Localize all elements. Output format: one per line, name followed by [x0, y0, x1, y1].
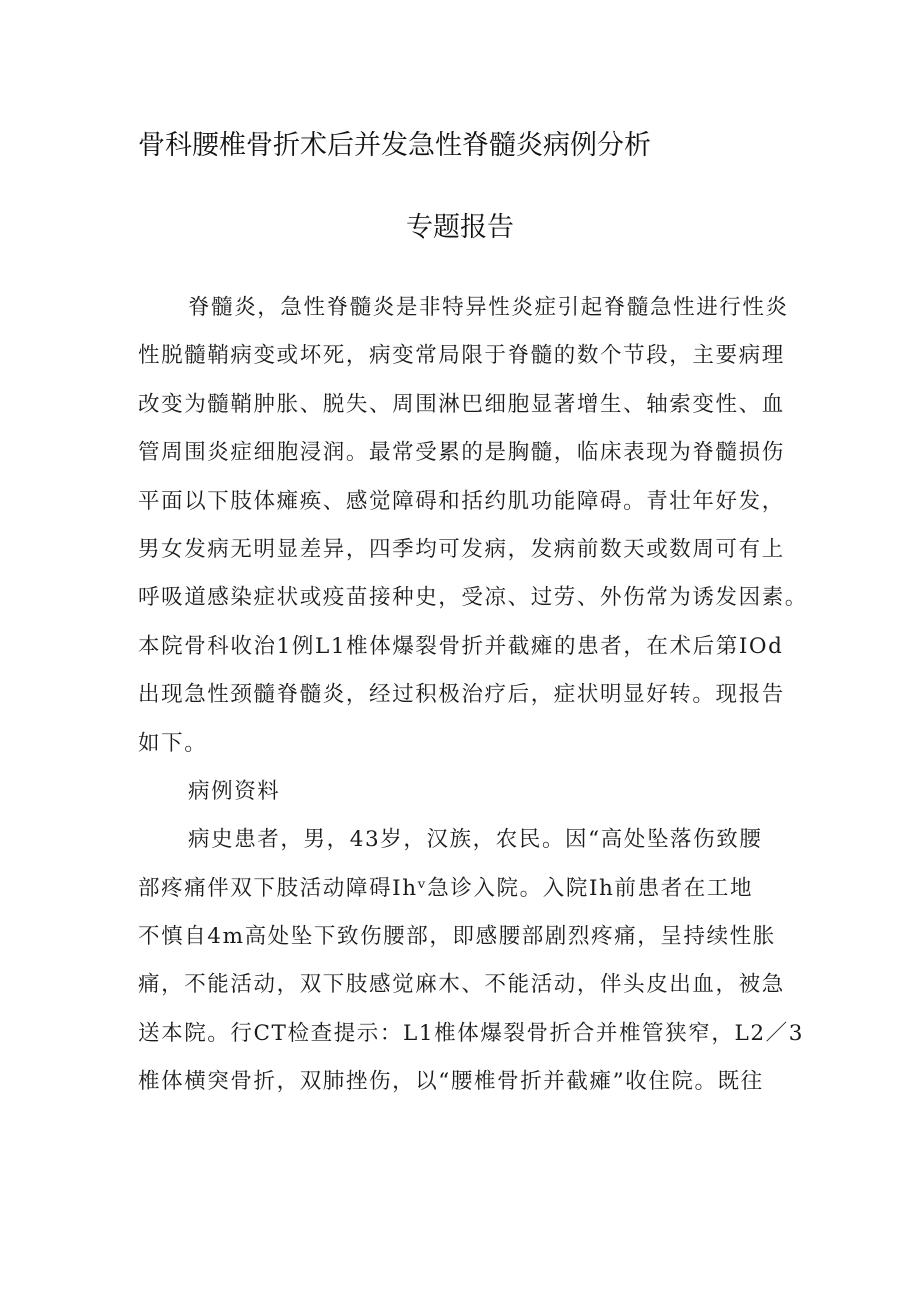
body-line: 平面以下肢体瘫痪、感觉障碍和括约肌功能障碍。青壮年好发，	[138, 488, 785, 514]
document-body	[138, 289, 808, 1112]
section-heading: 病例资料	[188, 778, 281, 804]
body-line: 男女发病无明显差异，四季均可发病，发病前数天或数周可有上	[138, 536, 785, 562]
body-line: 改变为髓鞘肿胀、脱失、周围淋巴细胞显著增生、轴索变性、血	[138, 391, 785, 417]
body-line: 不慎自4m高处坠下致伤腰部，即感腰部剧烈疼痛，呈持续性胀	[138, 924, 776, 950]
body-line: 如下。	[138, 730, 208, 756]
body-line: 痛，不能活动，双下肢感觉麻木、不能活动，伴头皮出血，被急	[138, 972, 785, 998]
body-line: 椎体横突骨折，双肺挫伤，以“腰椎骨折并截瘫”收住院。既往	[138, 1069, 764, 1095]
body-line: 性脱髓鞘病变或坏死，病变常局限于脊髓的数个节段，主要病理	[138, 343, 785, 369]
body-line: 脊髓炎，急性脊髓炎是非特异性炎症引起脊髓急性进行性炎	[188, 295, 789, 320]
document-title: 骨科腰椎骨折术后并发急性脊髓炎病例分析	[138, 130, 651, 161]
body-line: 病史患者，男，43岁，汉族，农民。因“高处坠落伤致腰	[188, 827, 763, 853]
body-line: 出现急性颈髓脊髓炎，经过积极治疗后，症状明显好转。现报告	[138, 682, 785, 708]
document-subtitle: 专题报告	[406, 212, 514, 243]
body-line: 呼吸道感染症状或疫苗接种史，受凉、过劳、外伤常为诱发因素。	[138, 585, 808, 611]
body-line: 管周围炎症细胞浸润。最常受累的是胸髓，临床表现为脊髓损伤	[138, 440, 785, 466]
body-line: 部疼痛伴双下肢活动障碍Ihᵛ急诊入院。入院Ih前患者在工地	[138, 875, 754, 901]
body-line: 送本院。行CT检查提示：L1椎体爆裂骨折合并椎管狭窄，L2／3	[138, 1020, 804, 1046]
body-line: 本院骨科收治1例L1椎体爆裂骨折并截瘫的患者，在术后第IOd	[138, 633, 784, 659]
